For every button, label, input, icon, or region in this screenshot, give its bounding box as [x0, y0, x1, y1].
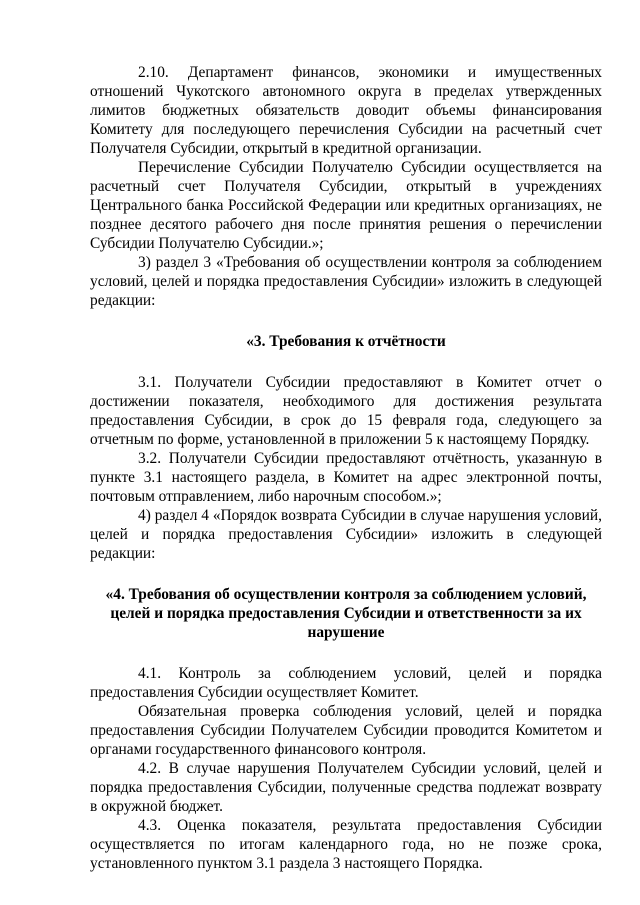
paragraph-4-2: 4.2. В случае нарушения Получателем Субсидии условий, целей и порядка предоставления Субсидии, полученные средства подлежат возврату в окружной бюджет. — [90, 760, 602, 815]
section-3-heading: «3. Требования к отчётности — [246, 333, 446, 350]
section-4-heading: «4. Требования об осуществлении контроля за соблюдением условий, целей и порядка предоставления Субсидии и ответственности за их нарушение — [105, 586, 587, 641]
document-body — [90, 63, 602, 873]
paragraph-amend-section-3: 3) раздел 3 «Требования об осуществлении контроля за соблюдением условий, целей и порядка предоставления Субсидии» изложить в следующей редакции: — [90, 254, 602, 309]
paragraph-amend-section-4: 4) раздел 4 «Порядок возврата Субсидии в случае нарушения условий, целей и порядка предоставления Субсидии» изложить в следующей редакции: — [90, 507, 602, 562]
paragraph-4-1: 4.1. Контроль за соблюдением условий, целей и порядка предоставления Субсидии осуществляет Комитет. — [90, 665, 602, 701]
paragraph-3-2: 3.2. Получатели Субсидии предоставляют отчётность, указанную в пункте 3.1 настоящего раздела, в Комитет на адрес электронной почты, почтовым отправлением, либо нарочным способом.»; — [90, 450, 602, 505]
paragraph-2-10: 2.10. Департамент финансов, экономики и имущественных отношений Чукотского автономного округа в пределах утвержденных лимитов бюджетных обязательств доводит объемы финансирования Комитету для последующего перечисления Субсидии на расчетный счет Получателя Субсидии, открытый в кредитной организации. — [90, 64, 602, 157]
paragraph-transfer: Перечисление Субсидии Получателю Субсидии осуществляется на расчетный счет Получателя Субсидии, открытый в учреждениях Центрального банка Российской Федерации или кредитных организациях, не позднее десятого рабочего дня после принятия решения о перечислении Субсидии Получателю Субсидии.»; — [90, 159, 602, 252]
paragraph-4-3: 4.3. Оценка показателя, результата предоставления Субсидии осуществляется по итогам календарного года, но не позже срока, установленного пунктом 3.1 раздела 3 настоящего Порядка. — [90, 817, 602, 872]
paragraph-3-1: 3.1. Получатели Субсидии предоставляют в Комитет отчет о достижении показателя, необходимого для достижения результата предоставления Субсидии, в срок до 15 февраля года, следующего за отчетным по форме, установленной в приложении 5 к настоящему Порядку. — [90, 374, 602, 448]
paragraph-mandatory-check: Обязательная проверка соблюдения условий, целей и порядка предоставления Субсидии Получателем Субсидии проводится Комитетом и органами государственного финансового контроля. — [90, 703, 602, 758]
